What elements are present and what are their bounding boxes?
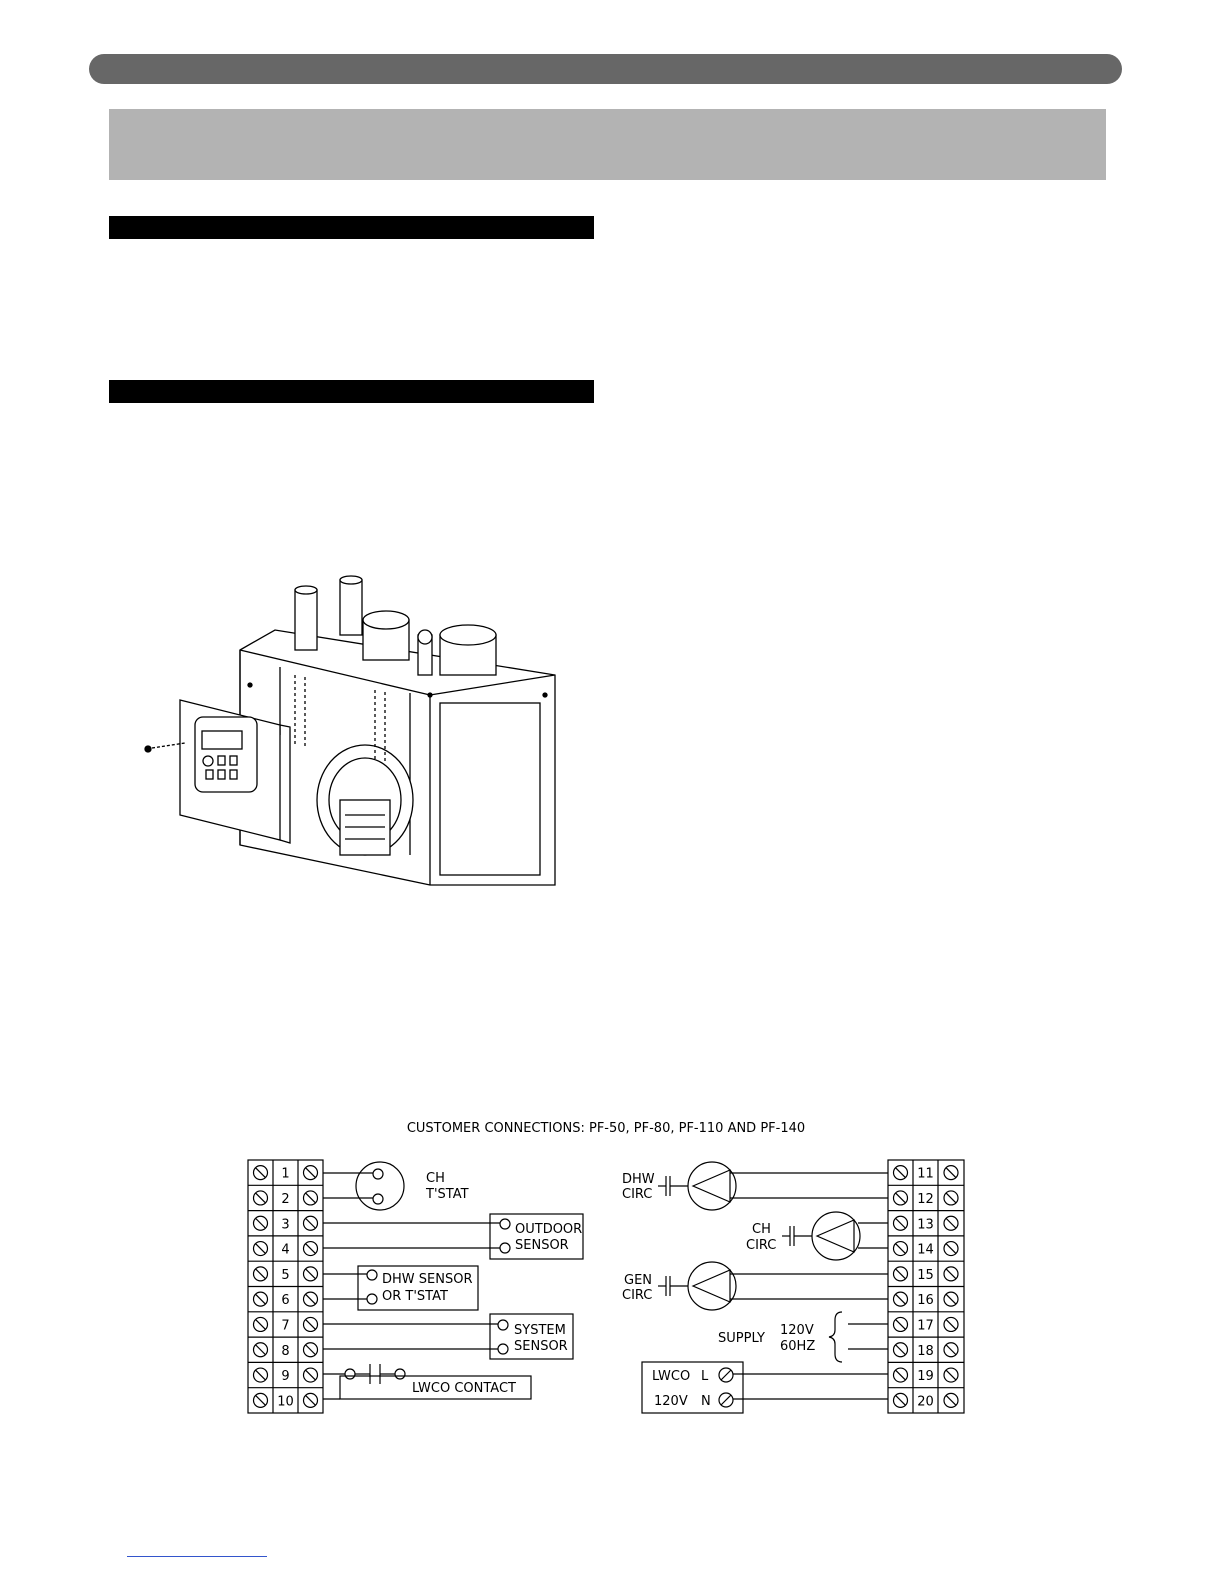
dhw-circ-label-1: DHW (622, 1172, 655, 1187)
ch-circ-label-2: CIRC (746, 1238, 777, 1253)
right-terminal-13: 13 (917, 1217, 934, 1233)
section-heading-bar-2 (109, 380, 594, 403)
ch-circ-label-1: CH (752, 1222, 771, 1237)
left-terminal-9: 9 (281, 1369, 290, 1385)
ch-tstat-label-2: T'STAT (426, 1187, 469, 1202)
footer-link-underline (127, 1556, 267, 1557)
right-terminal-11: 11 (917, 1166, 934, 1182)
right-terminal-15: 15 (917, 1267, 934, 1283)
right-terminal-18: 18 (917, 1343, 934, 1359)
gen-circ-label-1: GEN (624, 1273, 653, 1288)
outdoor-sensor-label-1: OUTDOOR (515, 1222, 583, 1237)
lwco-contact-label: LWCO CONTACT (412, 1381, 516, 1396)
left-terminal-6: 6 (281, 1293, 290, 1309)
left-terminal-3: 3 (281, 1217, 290, 1233)
left-terminal-7: 7 (281, 1318, 290, 1334)
system-sensor-label-2: SENSOR (514, 1339, 568, 1354)
supply-frequency: 60HZ (780, 1339, 816, 1354)
customer-connections-diagram (0, 1100, 1224, 1430)
right-terminal-strip (888, 1160, 964, 1413)
lwco-box-label-1: LWCO (652, 1369, 691, 1384)
left-terminal-2: 2 (281, 1191, 290, 1207)
lwco-box-line: L (701, 1369, 709, 1384)
lwco-box-label-2: 120V (654, 1394, 688, 1409)
dhw-sensor-label-1: DHW SENSOR (382, 1272, 473, 1287)
boiler-illustration (140, 575, 570, 895)
dhw-circ-label-2: CIRC (622, 1187, 653, 1202)
supply-voltage: 120V (780, 1323, 814, 1338)
lwco-box-neutral: N (701, 1394, 711, 1409)
header-bar (89, 54, 1122, 84)
system-sensor-label-1: SYSTEM (514, 1323, 566, 1338)
right-terminal-17: 17 (917, 1318, 934, 1334)
left-terminal-5: 5 (281, 1267, 290, 1283)
left-terminal-strip (248, 1160, 323, 1413)
left-terminal-8: 8 (281, 1343, 290, 1359)
outdoor-sensor-label-2: SENSOR (515, 1238, 569, 1253)
left-terminal-10: 10 (277, 1394, 294, 1410)
right-terminal-19: 19 (917, 1369, 934, 1385)
dhw-sensor-label-2: OR T'STAT (382, 1289, 448, 1304)
ch-tstat-label-1: CH (426, 1171, 445, 1186)
left-terminal-4: 4 (281, 1242, 290, 1258)
supply-label: SUPPLY (718, 1331, 765, 1346)
left-terminal-1: 1 (281, 1166, 290, 1182)
diagram-title: CUSTOMER CONNECTIONS: PF-50, PF-80, PF-110 AND PF-140 (406, 1121, 806, 1136)
title-band (109, 109, 1106, 180)
section-heading-bar-1 (109, 216, 594, 239)
gen-circ-label-2: CIRC (622, 1288, 653, 1303)
right-terminal-14: 14 (917, 1242, 934, 1258)
right-terminal-12: 12 (917, 1191, 934, 1207)
right-terminal-16: 16 (917, 1293, 934, 1309)
right-terminal-20: 20 (917, 1394, 934, 1410)
